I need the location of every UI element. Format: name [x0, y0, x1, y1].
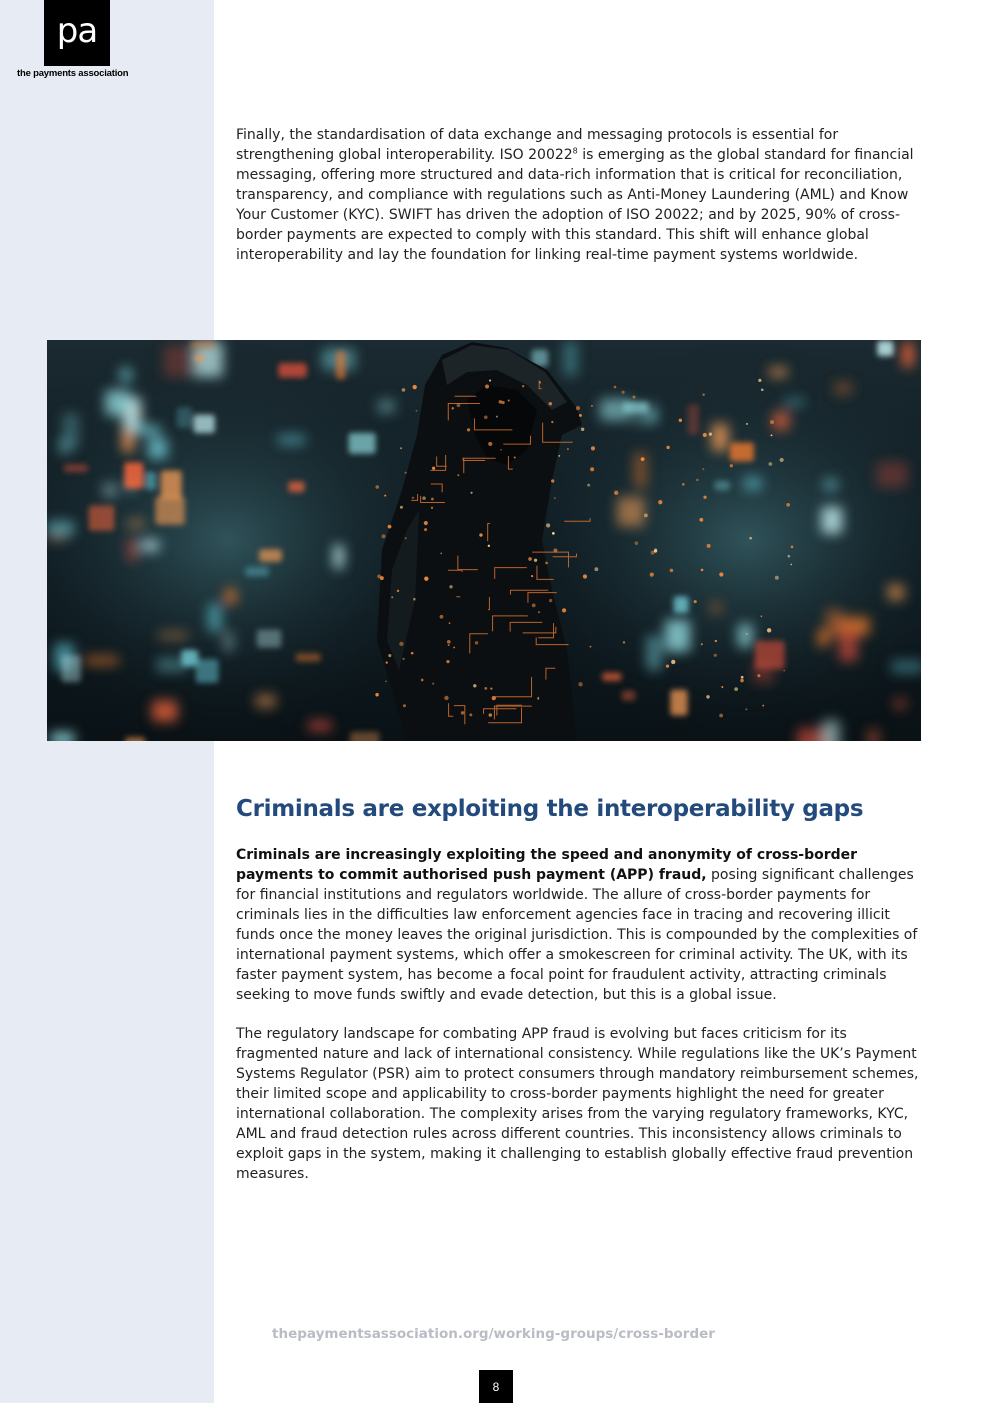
org-name: the payments association: [17, 68, 129, 79]
section-paragraph-2: The regulatory landscape for combating APP fraud is evolving but faces criticism for its fragmented nature and lack of international consistency. While regulations like the UK’s Payment Systems Regulator (PSR) aim to protect consumers through mandatory reimbursement schemes, their limited scope and applicability to cross-border payments highlight the need for greater international collaboration. The complexity arises from the varying regulatory frameworks, KYC, AML and fraud detection rules across different countries. This inconsistency allows criminals to exploit gaps in the system, making it challenging to establish globally effective fraud prevention measures.: [236, 1026, 919, 1182]
footer-url[interactable]: thepaymentsassociation.org/working-groups/cross-border: [272, 1326, 715, 1342]
page-number: 8: [479, 1370, 513, 1403]
intro-text-start: Finally, the standardisation of data exchange and messaging protocols is essential for strengthening global interoperability. ISO 20022: [236, 127, 839, 163]
footnote-ref: 8: [572, 146, 578, 156]
section-paragraph-1-bold: Criminals are increasingly exploiting the speed and anonymity of cross-border payments to commit authorised push payment (APP) fraud,: [236, 847, 858, 883]
pa-logo: [44, 0, 110, 66]
intro-text-end: is emerging as the global standard for financial messaging, offering more structured and data-rich information that is critical for reconciliation, transparency, and compliance with regulations such as Anti-Money Laundering (AML) and Know Your Customer (KYC). SWIFT has driven the adoption of ISO 20022; and by 2025, 90% of cross-border payments are expected to comply with this standard. This shift will enhance global interoperability and lay the foundation for linking real-time payment systems worldwide.: [236, 147, 914, 263]
section-heading: Criminals are exploiting the interoperability gaps: [236, 796, 864, 822]
intro-paragraph: [236, 125, 926, 265]
logo-text: pa: [56, 11, 98, 51]
section-paragraph-1-rest: posing significant challenges for financial institutions and regulators worldwide. The allure of cross-border payments for criminals lies in the difficulties law enforcement agencies face in tracing and recovering illicit funds once the money leaves the original jurisdiction. This is compounded by the complexities of international payment systems, which offer a smokescreen for criminal activity. The UK, with its faster payment system, has become a focal point for fraudulent activity, attracting criminals seeking to move funds swiftly and evade detection, but this is a global issue.: [236, 867, 918, 1003]
section-paragraph-1: [236, 845, 926, 1005]
hooded-figure-city-lights-image: [47, 340, 921, 741]
